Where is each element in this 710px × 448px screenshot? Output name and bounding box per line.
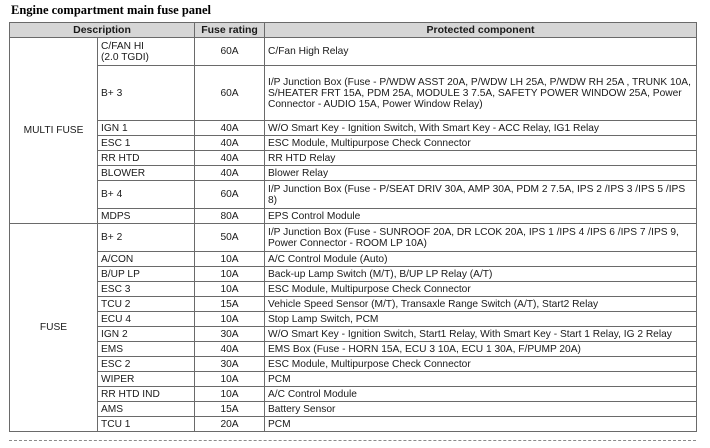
header-description: Description [10, 23, 195, 38]
fuse-name-cell: B+ 3 [98, 66, 195, 121]
group-label: FUSE [10, 224, 98, 432]
protected-component-cell: ESC Module, Multipurpose Check Connector [265, 282, 697, 297]
protected-component-cell: W/O Smart Key - Ignition Switch, With Smart Key - ACC Relay, IG1 Relay [265, 121, 697, 136]
protected-component-cell: Blower Relay [265, 166, 697, 181]
protected-component-cell: Vehicle Speed Sensor (M/T), Transaxle Range Switch (A/T), Start2 Relay [265, 297, 697, 312]
protected-component-cell: RR HTD Relay [265, 151, 697, 166]
fuse-name-cell: TCU 1 [98, 417, 195, 432]
table-row [10, 297, 697, 312]
fuse-rating-cell: 40A [195, 166, 265, 181]
page-title: Engine compartment main fuse panel [11, 3, 211, 17]
table-row [10, 121, 697, 136]
fuse-name-cell: IGN 1 [98, 121, 195, 136]
protected-component-cell: Back-up Lamp Switch (M/T), B/UP LP Relay (A/T) [265, 267, 697, 282]
fuse-name-cell: ESC 3 [98, 282, 195, 297]
fuse-name-cell: AMS [98, 402, 195, 417]
bottom-divider [9, 440, 696, 441]
fuse-rating-cell: 20A [195, 417, 265, 432]
protected-component-cell: PCM [265, 372, 697, 387]
fuse-name-cell: MDPS [98, 209, 195, 224]
protected-component-cell: ESC Module, Multipurpose Check Connector [265, 136, 697, 151]
fuse-name-cell: C/FAN HI (2.0 TGDI) [98, 38, 195, 66]
table-row [10, 38, 697, 66]
protected-component-cell: I/P Junction Box (Fuse - P/WDW ASST 20A, P/WDW LH 25A, P/WDW RH 25A , TRUNK 10A, S/HEATER FRT 15A, PDM 25A, MODULE 3 7.5A, SAFETY POWER WINDOW 25A, Power Connector - AUDIO 15A, Power Window Relay) [265, 66, 697, 121]
fuse-name-cell: B/UP LP [98, 267, 195, 282]
fuse-name-cell: ESC 1 [98, 136, 195, 151]
fuse-name-cell: RR HTD IND [98, 387, 195, 402]
table-row [10, 151, 697, 166]
fuse-rating-cell: 10A [195, 267, 265, 282]
fuse-name-cell: ESC 2 [98, 357, 195, 372]
fuse-rating-cell: 40A [195, 342, 265, 357]
table-row [10, 136, 697, 151]
protected-component-cell: I/P Junction Box (Fuse - P/SEAT DRIV 30A, AMP 30A, PDM 2 7.5A, IPS 2 /IPS 3 /IPS 5 /IPS 8) [265, 181, 697, 209]
fuse-rating-cell: 50A [195, 224, 265, 252]
fuse-name-cell: WIPER [98, 372, 195, 387]
table-row [10, 342, 697, 357]
protected-component-cell: Battery Sensor [265, 402, 697, 417]
table-row [10, 209, 697, 224]
table-row [10, 372, 697, 387]
group-label: MULTI FUSE [10, 38, 98, 224]
table-body [10, 38, 697, 432]
fuse-name-cell: EMS [98, 342, 195, 357]
fuse-rating-cell: 40A [195, 151, 265, 166]
fuse-name-cell: TCU 2 [98, 297, 195, 312]
fuse-name-cell: A/CON [98, 252, 195, 267]
table-row [10, 312, 697, 327]
table-row [10, 181, 697, 209]
fuse-rating-cell: 10A [195, 282, 265, 297]
fuse-rating-cell: 80A [195, 209, 265, 224]
protected-component-cell: ESC Module, Multipurpose Check Connector [265, 357, 697, 372]
protected-component-cell: I/P Junction Box (Fuse - SUNROOF 20A, DR LCOK 20A, IPS 1 /IPS 4 /IPS 6 /IPS 7 /IPS 9, Power Connector - ROOM LP 10A) [265, 224, 697, 252]
fuse-rating-cell: 15A [195, 297, 265, 312]
table-row [10, 252, 697, 267]
table-row [10, 224, 697, 252]
table-row [10, 66, 697, 121]
protected-component-cell: W/O Smart Key - Ignition Switch, Start1 Relay, With Smart Key - Start 1 Relay, IG 2 Relay [265, 327, 697, 342]
fuse-rating-cell: 15A [195, 402, 265, 417]
header-fuse-rating: Fuse rating [195, 23, 265, 38]
header-row [10, 23, 697, 38]
fuse-rating-cell: 40A [195, 121, 265, 136]
protected-component-cell: C/Fan High Relay [265, 38, 697, 66]
fuse-table [9, 22, 697, 432]
protected-component-cell: A/C Control Module [265, 387, 697, 402]
fuse-name-cell: RR HTD [98, 151, 195, 166]
table-row [10, 387, 697, 402]
protected-component-cell: EPS Control Module [265, 209, 697, 224]
table-row [10, 402, 697, 417]
fuse-rating-cell: 10A [195, 372, 265, 387]
fuse-rating-cell: 40A [195, 136, 265, 151]
fuse-rating-cell: 60A [195, 38, 265, 66]
table-row [10, 417, 697, 432]
protected-component-cell: A/C Control Module (Auto) [265, 252, 697, 267]
protected-component-cell: PCM [265, 417, 697, 432]
fuse-rating-cell: 10A [195, 312, 265, 327]
table-row [10, 282, 697, 297]
fuse-rating-cell: 10A [195, 387, 265, 402]
fuse-rating-cell: 60A [195, 66, 265, 121]
protected-component-cell: Stop Lamp Switch, PCM [265, 312, 697, 327]
fuse-name-cell: ECU 4 [98, 312, 195, 327]
fuse-rating-cell: 30A [195, 357, 265, 372]
fuse-name-cell: IGN 2 [98, 327, 195, 342]
table-row [10, 327, 697, 342]
fuse-name-cell: BLOWER [98, 166, 195, 181]
fuse-rating-cell: 30A [195, 327, 265, 342]
protected-component-cell: EMS Box (Fuse - HORN 15A, ECU 3 10A, ECU 1 30A, F/PUMP 20A) [265, 342, 697, 357]
fuse-name-cell: B+ 2 [98, 224, 195, 252]
fuse-rating-cell: 60A [195, 181, 265, 209]
fuse-rating-cell: 10A [195, 252, 265, 267]
fuse-name-cell: B+ 4 [98, 181, 195, 209]
table-row [10, 267, 697, 282]
table-row [10, 166, 697, 181]
header-protected-component: Protected component [265, 23, 697, 38]
table-row [10, 357, 697, 372]
